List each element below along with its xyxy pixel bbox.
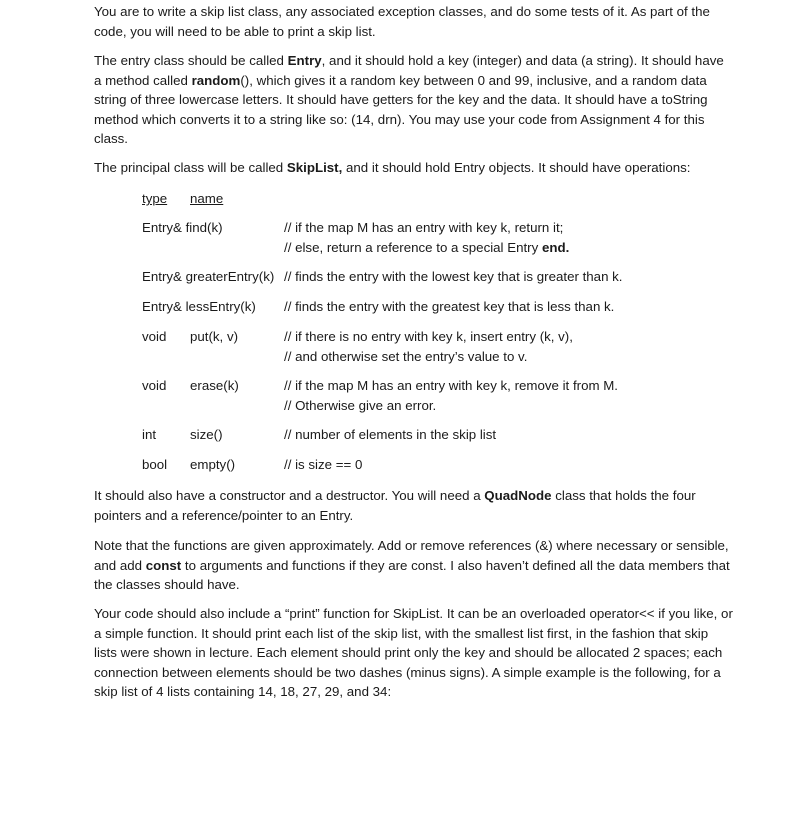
text-run: to arguments and functions if they are const. I also haven’t defined all the data members that the classes should have.: [94, 557, 730, 593]
operation-comment: // finds the entry with the greatest key that is less than k.: [284, 299, 615, 314]
text-run: (), which gives it a random key between 0 and 99, inclusive, and a random data string of three lowercase letters. It should have getters for the key and the data. It should have a toString method which converts it to a string like so: (14, drn). You may use your code from Assignment 4 for this class.: [94, 72, 708, 147]
skiplist-class-paragraph: [94, 158, 734, 178]
operation-type: bool: [142, 457, 168, 472]
comment-line: // if there is no entry with key k, insert entry (k, v),: [284, 329, 573, 344]
operation-type: void: [142, 329, 167, 344]
comment-line: // else, return a reference to a special Entry: [284, 239, 542, 255]
comment-line: // if the map M has an entry with key k, return it;: [284, 220, 564, 235]
header-type: type: [142, 191, 168, 206]
operation-comment: // finds the entry with the lowest key that is greater than k.: [284, 269, 623, 284]
operation-comment: [284, 327, 724, 366]
operation-comment: [284, 376, 724, 415]
operation-comment: [284, 218, 724, 257]
text-run: and it should hold Entry objects. It should have operations:: [342, 160, 691, 175]
operation-name: empty(): [190, 457, 236, 472]
notes-paragraph: [94, 536, 734, 595]
operation-type: int: [142, 427, 157, 442]
text-run: class that holds the four pointers and a reference/pointer to an Entry.: [94, 488, 696, 523]
quadnode-paragraph: [94, 486, 734, 525]
operation-name: erase(k): [190, 378, 239, 393]
text-run: It should also have a constructor and a destructor. You will need a: [94, 488, 485, 503]
operation-name: size(): [190, 427, 223, 442]
operation-signature: Entry& find(k): [142, 220, 223, 235]
operation-type: void: [142, 378, 167, 393]
intro-paragraph: You are to write a skip list class, any associated exception classes, and do some tests of it. As part of the code, you will need to be able to print a skip list.: [94, 4, 710, 39]
comment-line: // and otherwise set the entry’s value to v.: [284, 348, 528, 364]
text-run: , and it should hold a key (integer) and data (a string). It should have a method called: [94, 53, 724, 88]
random-keyword: random: [191, 72, 241, 88]
header-name: name: [190, 191, 224, 206]
operation-signature: Entry& greaterEntry(k): [142, 269, 275, 284]
print-function-paragraph: Your code should also include a “print” function for SkipList. It can be an overloaded operator<< if you like, or a simple function. It should print each list of the skip list, with the smallest list first, in the fashion that skip lists were shown in lecture. Each element should print only the key and should be allocated 2 spaces; each connection between elements should be two dashes (minus signs). A simple example is the following, for a skip list of 4 lists containing 14, 18, 27, 29, and 34:: [94, 606, 733, 700]
text-run: The entry class should be called: [94, 53, 288, 68]
text-run: The principal class will be called: [94, 160, 287, 175]
comment-line: // if the map M has an entry with key k, remove it from M.: [284, 378, 619, 393]
operation-comment: // number of elements in the skip list: [284, 427, 497, 442]
operation-signature: Entry& lessEntry(k): [142, 299, 256, 314]
operation-comment: // is size == 0: [284, 457, 363, 472]
end-keyword: end.: [541, 239, 570, 255]
comment-line: // Otherwise give an error.: [284, 397, 437, 413]
skiplist-keyword: SkipList,: [286, 160, 343, 175]
operation-name: put(k, v): [190, 329, 239, 344]
const-keyword: const: [145, 557, 182, 573]
entry-keyword: Entry: [287, 53, 322, 68]
entry-class-paragraph: [94, 51, 734, 149]
quadnode-keyword: QuadNode: [484, 488, 552, 503]
text-run: Note that the functions are given approximately. Add or remove references (&) where necessary or sensible, and add: [94, 538, 729, 573]
